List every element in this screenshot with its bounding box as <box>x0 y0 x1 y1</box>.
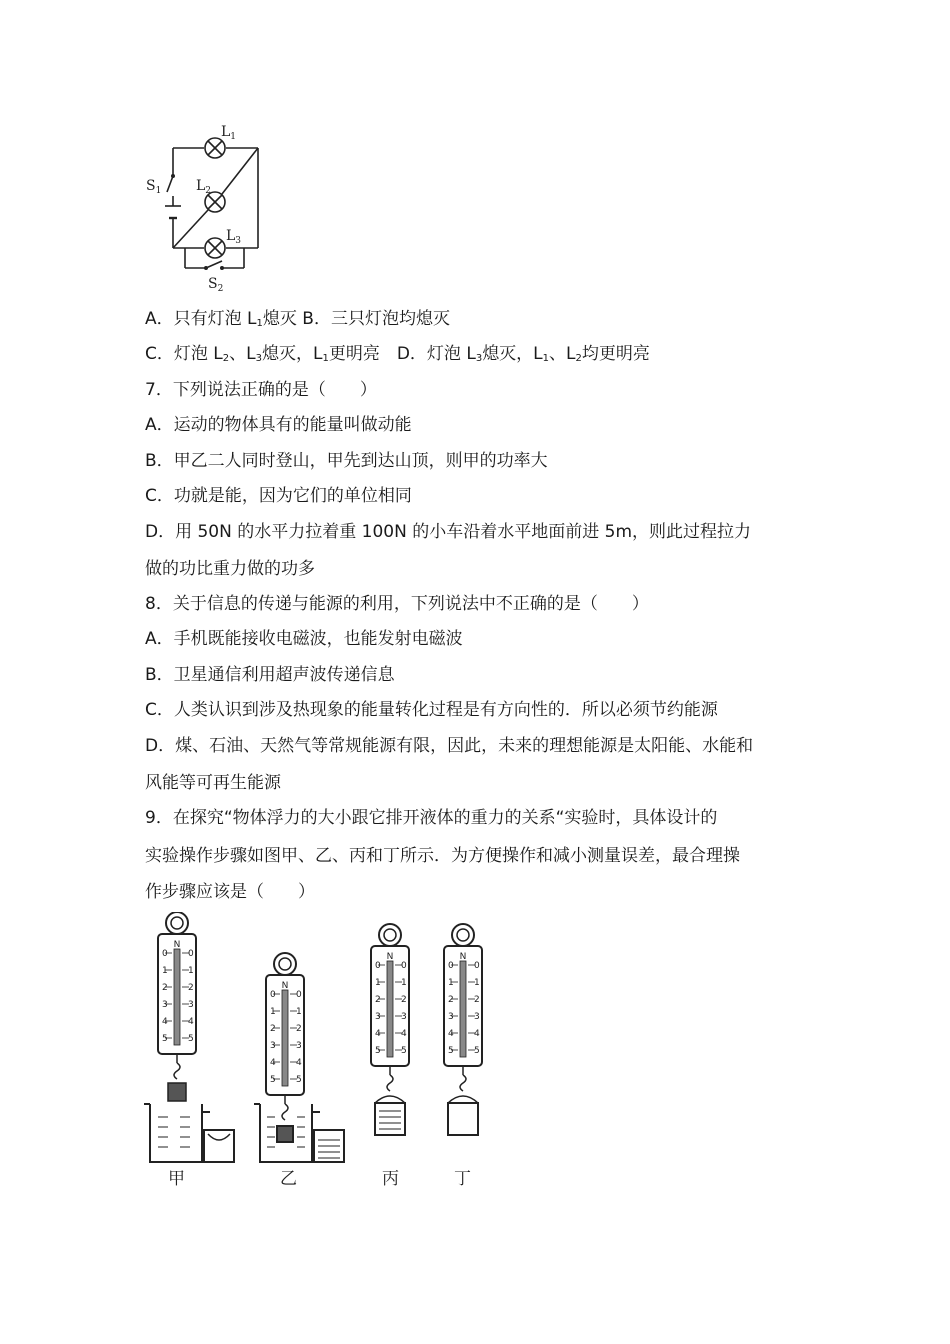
svg-text:3: 3 <box>375 1012 381 1022</box>
svg-text:5: 5 <box>448 1046 454 1056</box>
svg-text:2: 2 <box>448 995 454 1005</box>
label-l3: $L_3$ <box>226 228 242 246</box>
circuit-diagram <box>140 118 280 293</box>
svg-text:5: 5 <box>375 1046 381 1056</box>
svg-text:0: 0 <box>448 961 454 971</box>
svg-text:5: 5 <box>474 1046 480 1056</box>
svg-text:1: 1 <box>188 966 194 976</box>
svg-text:2: 2 <box>162 983 168 993</box>
scale-ding <box>444 924 482 1135</box>
q7-stem: 7．下列说法正确的是（ ） <box>145 380 377 400</box>
svg-text:4: 4 <box>401 1029 407 1039</box>
svg-text:1: 1 <box>448 978 454 988</box>
svg-text:1: 1 <box>296 1007 302 1017</box>
svg-text:1: 1 <box>270 1007 276 1017</box>
lamp-l1 <box>205 138 225 158</box>
spring-scale-figure <box>140 912 500 1197</box>
q8-stem: 8．关于信息的传递与能源的利用，下列说法中不正确的是（ ） <box>145 594 649 614</box>
lamp-l3 <box>205 238 225 258</box>
svg-text:2: 2 <box>188 983 194 993</box>
svg-text:4: 4 <box>448 1029 454 1039</box>
svg-text:0: 0 <box>162 949 168 959</box>
svg-text:3: 3 <box>188 1000 194 1010</box>
svg-text:4: 4 <box>296 1058 302 1068</box>
svg-text:1: 1 <box>162 966 168 976</box>
beaker-jia <box>144 1104 234 1162</box>
svg-text:0: 0 <box>375 961 381 971</box>
label-s1: $S_1$ <box>146 178 162 196</box>
q7-option-d-line1: D．用 50N 的水平力拉着重 100N 的小车沿着水平地面前进 5m，则此过程拉力 <box>145 522 751 542</box>
svg-text:2: 2 <box>375 995 381 1005</box>
caption-yi: 乙 <box>280 1169 297 1189</box>
label-s2: $S_2$ <box>208 276 224 293</box>
svg-text:0: 0 <box>188 949 194 959</box>
svg-text:5: 5 <box>162 1034 168 1044</box>
svg-text:4: 4 <box>188 1017 194 1027</box>
svg-text:0: 0 <box>270 990 276 1000</box>
q6-option-cd: C．灯泡 $L_2$、$L_3$熄灭，$L_1$更明亮 D．灯泡 $L_3$熄灭，$L_1$、$L_2$均更明亮 <box>145 344 650 364</box>
svg-text:2: 2 <box>474 995 480 1005</box>
svg-text:N: N <box>459 952 467 962</box>
q8-option-a: A．手机既能接收电磁波，也能发射电磁波 <box>145 629 463 649</box>
svg-text:5: 5 <box>401 1046 407 1056</box>
svg-text:0: 0 <box>401 961 407 971</box>
q8-option-c: C．人类认识到涉及热现象的能量转化过程是有方向性的．所以必须节约能源 <box>145 700 718 720</box>
svg-text:1: 1 <box>375 978 381 988</box>
svg-text:3: 3 <box>270 1041 276 1051</box>
caption-ding: 丁 <box>454 1169 471 1189</box>
svg-text:5: 5 <box>188 1034 194 1044</box>
scale-bing <box>371 924 409 1135</box>
svg-text:4: 4 <box>375 1029 381 1039</box>
svg-text:0: 0 <box>296 990 302 1000</box>
svg-text:1: 1 <box>474 978 480 988</box>
q8-option-b: B．卫星通信利用超声波传递信息 <box>145 665 395 685</box>
q7-option-a: A．运动的物体具有的能量叫做动能 <box>145 415 412 435</box>
scale-yi <box>266 953 304 1120</box>
svg-text:2: 2 <box>296 1024 302 1034</box>
svg-text:3: 3 <box>474 1012 480 1022</box>
svg-text:N: N <box>281 981 289 991</box>
label-l2: $L_2$ <box>196 178 212 196</box>
q7-option-c: C．功就是能，因为它们的单位相同 <box>145 486 412 506</box>
svg-text:3: 3 <box>448 1012 454 1022</box>
q6-option-ab: A．只有灯泡 $L_1$熄灭 B．三只灯泡均熄灭 <box>145 309 450 329</box>
q8-option-d-line1: D．煤、石油、天然气等常规能源有限，因此，未来的理想能源是太阳能、水能和 <box>145 736 754 756</box>
svg-text:N: N <box>386 952 394 962</box>
caption-bing: 丙 <box>382 1169 399 1189</box>
svg-text:2: 2 <box>270 1024 276 1034</box>
q7-option-b: B．甲乙二人同时登山，甲先到达山顶，则甲的功率大 <box>145 451 548 471</box>
q9-stem-line2: 实验操作步骤如图甲、乙、丙和丁所示．为方便操作和减小测量误差，最合理操 <box>145 846 740 866</box>
beaker-yi <box>254 1104 344 1162</box>
q9-stem-line1: 9．在探究“物体浮力的大小跟它排开液体的重力的关系“实验时，具体设计的 <box>145 808 718 828</box>
svg-text:3: 3 <box>296 1041 302 1051</box>
label-l1: $L_1$ <box>221 124 237 142</box>
svg-text:5: 5 <box>270 1075 276 1085</box>
svg-text:3: 3 <box>162 1000 168 1010</box>
q7-option-d-line2: 做的功比重力做的功多 <box>145 559 315 579</box>
svg-text:4: 4 <box>474 1029 480 1039</box>
svg-text:4: 4 <box>162 1017 168 1027</box>
svg-text:3: 3 <box>401 1012 407 1022</box>
svg-text:1: 1 <box>401 978 407 988</box>
svg-text:2: 2 <box>401 995 407 1005</box>
q9-stem-line3: 作步骤应该是（ ） <box>145 882 315 902</box>
svg-text:0: 0 <box>474 961 480 971</box>
scale-jia <box>158 912 196 1101</box>
svg-text:4: 4 <box>270 1058 276 1068</box>
svg-text:5: 5 <box>296 1075 302 1085</box>
svg-text:N: N <box>173 940 181 950</box>
caption-jia: 甲 <box>168 1169 185 1189</box>
q8-option-d-line2: 风能等可再生能源 <box>145 773 281 793</box>
